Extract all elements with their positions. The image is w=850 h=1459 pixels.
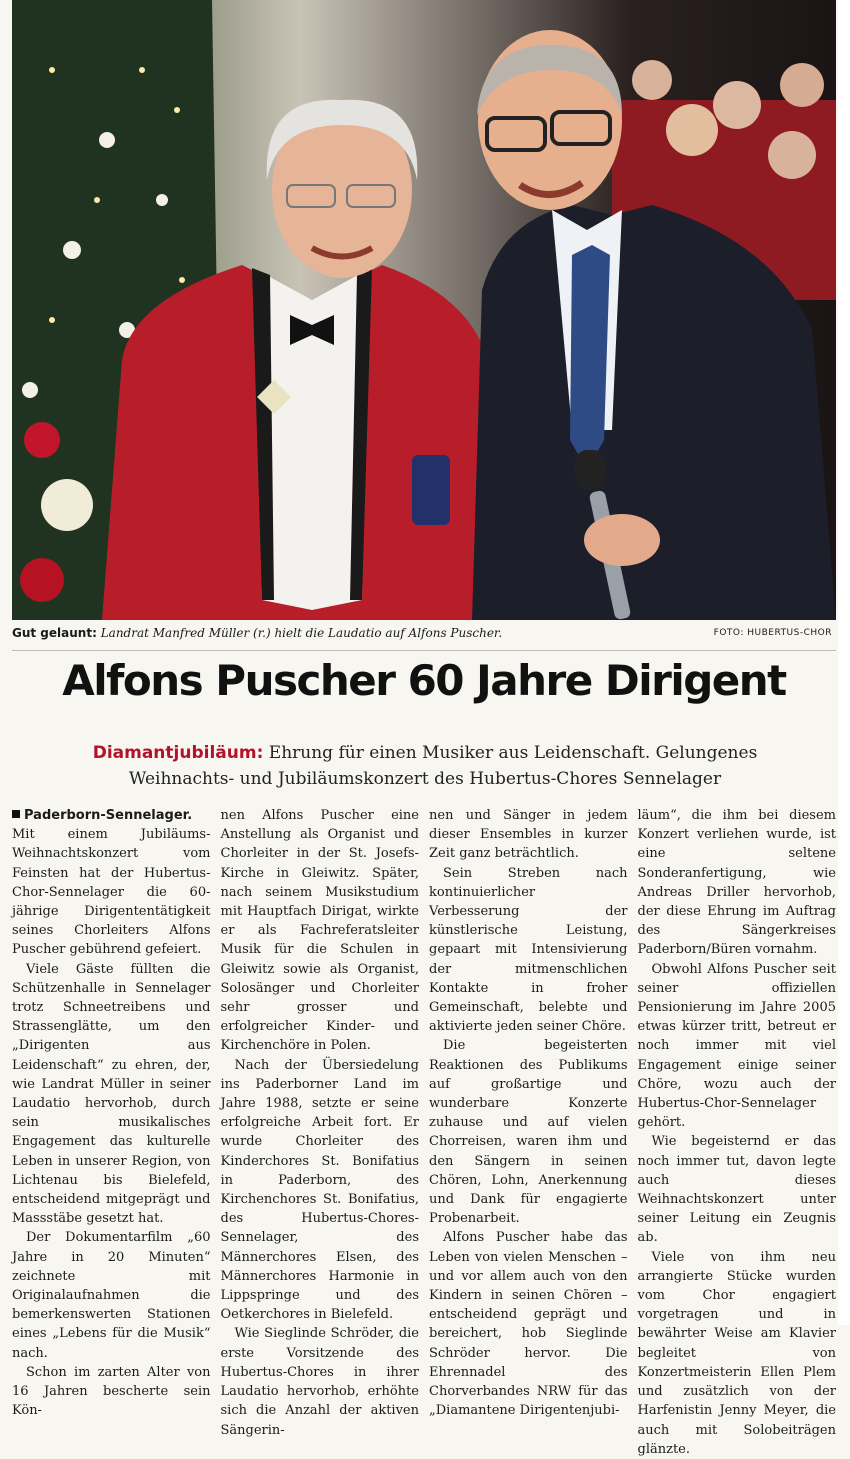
subheadline xyxy=(40,740,810,792)
paragraph: läum“, die ihm bei diesem Konzert verliehen wurde, ist eine seltene Sonderanfertigung, wie Andreas Driller hervorhob, der diese Ehrung im Auftrag des Sängerkreises Paderborn/Büren vornahm. xyxy=(637,808,836,958)
headline: Alfons Puscher 60 Jahre Dirigent xyxy=(62,656,786,705)
caption-text: Landrat Manfred Müller (r.) hielt die Laudatio auf Alfons Puscher. xyxy=(96,626,503,640)
article-column-1 xyxy=(12,806,211,1419)
paragraph: Viele Gäste füllten die Schützenhalle in Sennelager trotz Schneetreibens und Strassenglätte, um den „Dirigenten aus Leidenschaft“ zu ehren, der, wie Landrat Müller in seiner Laudatio hervorhob, durch sein musikalisches Engagement das kulturelle Leben in unserer Region, von Lichtenau bis Bielefeld, entscheidend mitgeprägt und Massstäbe gesetzt hat. xyxy=(12,961,211,1227)
paragraph: Alfons Puscher habe das Leben von vielen Menschen – und vor allem auch von den Kindern in seinen Chören – entscheidend geprägt und bereichert, hob Sieglinde Schröder hervor. Die Ehrennadel des Chorverbandes NRW für das „Diamantene Dirigentenjubi- xyxy=(429,1230,628,1419)
paragraph: Der Dokumentarfilm „60 Jahre in 20 Minuten“ zeichnete mit Originalaufnahmen die bemerkenswerten Stationen eines „Lebens für die Musik“ nach. xyxy=(12,1230,211,1361)
dateline: Paderborn-Sennelager. xyxy=(24,808,193,823)
paragraph: nen und Sänger in jedem dieser Ensembles in kurzer Zeit ganz beträchtlich. xyxy=(429,808,628,862)
paragraph: nen Alfons Puscher eine Anstellung als Organist und Chorleiter in der St. Josefs-Kirche in Gleiwitz. Später, nach seinem Musikstudium mit Hauptfach Dirigat, wirkte er als Fachreferatsleiter Musik für die Schulen in Gleiwitz sowie als Organist, Solosänger und Chorleiter sehr grosser und erfolgreicher Kinder- und Kirchenchöre in Polen. xyxy=(220,808,419,1054)
paragraph: Wie Sieglinde Schröder, die erste Vorsitzende des Hubertus-Chores in ihrer Laudatio hervorhob, erhöhte sich die Anzahl der aktiven Sängerin- xyxy=(220,1326,419,1438)
paragraph: Wie begeisternd er das noch immer tut, davon legte auch dieses Weihnachtskonzert unter seiner Leitung ein Zeugnis ab. xyxy=(637,1134,836,1246)
subhead-text: Ehrung für einen Musiker aus Leidenschaft. Gelungenes Weihnachts- und Jubiläumskonzert des Hubertus-Chores Sennelager xyxy=(128,743,758,789)
photo-credit: FOTO: HUBERTUS-CHOR xyxy=(713,628,832,638)
paragraph: Paderborn-Sennelager. Mit einem Jubiläums-Weihnachtskonzert vom Feinsten hat der Hubertus-Chor-Sennelager die 60-jährige Dirigententätigkeit seines Chorleiters Alfons Puscher gebührend gefeiert. xyxy=(12,808,211,958)
article-column-4 xyxy=(637,806,837,1457)
paragraph: Schon im zarten Alter von 16 Jahren bescherte sein Kön- xyxy=(12,1364,211,1419)
kicker: Diamantjubiläum: xyxy=(92,743,264,763)
article-photo xyxy=(12,0,836,620)
caption-divider xyxy=(12,650,836,651)
article-column-3 xyxy=(429,806,628,1419)
paragraph: Sein Streben nach kontinuierlicher Verbesserung der künstlerische Leistung, gepaart mit Intensivierung der mitmenschlichen Kontakte in froher Gemeinschaft, belebte und aktivierte jeden seiner Chöre. xyxy=(429,865,628,1035)
paragraph: Viele von ihm neu arrangierte Stücke wurden vom Chor engagiert vorgetragen und in bewährter Weise am Klavier begleitet von Konzertmeisterin Ellen Plem und zusätzlich von der Harfenistin Jenny Meyer, die auch mit Solobeiträgen glänzte. xyxy=(637,1249,836,1457)
paragraph: Die begeisterten Reaktionen des Publikums auf großartige und wunderbare Konzerte zuhause und auf vielen Chorreisen, waren ihm und den Sängern in seinen Chören, Lohn, Anerkennung und Dank für engagierte Probenarbeit. xyxy=(429,1038,628,1227)
article-body xyxy=(12,806,836,1457)
caption-lead: Gut gelaunt: xyxy=(12,626,97,640)
bullet-icon xyxy=(12,810,20,818)
photo-caption xyxy=(12,626,836,648)
article-column-2 xyxy=(220,806,420,1438)
paragraph: Nach der Übersiedelung ins Paderborner Land im Jahre 1988, setzte er seine erfolgreiche Arbeit fort. Er wurde Chorleiter des Kinderchores St. Bonifatius in Paderborn, des Kirchenchores St. Bonifatius, des Hubertus-Chores-Sennelager, des Männerchores Elsen, des Männerchores Harmonie in Lippspringe und des Oetkerchores in Bielefeld. xyxy=(220,1057,419,1323)
paragraph: Obwohl Alfons Puscher seit seiner offiziellen Pensionierung im Jahre 2005 etwas kürzer tritt, betreut er noch immer mit viel Engagement einige seiner Chöre, wozu auch der Hubertus-Chor-Sennelager gehört. xyxy=(637,961,836,1131)
page-edge xyxy=(838,0,850,1325)
